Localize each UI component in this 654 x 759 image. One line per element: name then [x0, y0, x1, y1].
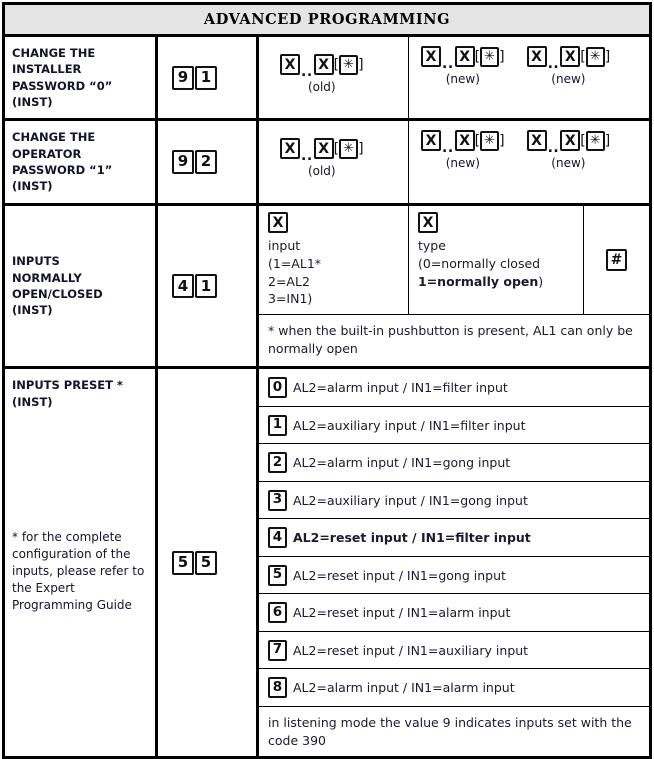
preset-text: AL2=alarm input / IN1=filter input: [293, 380, 508, 396]
ellipsis: ..: [547, 140, 560, 157]
input-param-cell: [259, 206, 409, 315]
param-line: 2=AL2: [268, 273, 310, 289]
list-item[interactable]: [259, 482, 649, 520]
label-line: PASSWORD “0”: [12, 78, 113, 93]
preset-text: AL2=alarm input / IN1=gong input: [293, 455, 511, 471]
advanced-programming-page: [0, 2, 654, 748]
new-caption: (new): [551, 72, 586, 86]
x-key-icon: X: [421, 130, 441, 151]
bracket-open: [: [474, 132, 481, 149]
preset-digit-key: 3: [268, 490, 287, 511]
code-keys: [172, 150, 218, 174]
x-key-icon: X: [268, 212, 288, 233]
label-line: INPUTS: [12, 254, 60, 269]
star-key-icon: ✳: [586, 131, 605, 151]
new-caption: (new): [445, 156, 480, 171]
preset-list: [259, 369, 649, 756]
code-keys: [172, 274, 218, 298]
code-key: 9: [172, 150, 194, 174]
label-line: CHANGE THE: [12, 46, 96, 60]
new-caption: (new): [551, 156, 586, 171]
bracket-close: ]: [604, 48, 611, 65]
preset-label-sub: (INST): [12, 395, 53, 410]
programming-table: [2, 2, 652, 759]
preset-digit-key: 6: [268, 602, 287, 623]
row-content-inputs-no-nc: [259, 206, 649, 367]
ellipsis: ..: [442, 56, 454, 72]
star-key-icon: ✳: [586, 47, 605, 67]
ellipsis: ..: [301, 148, 313, 165]
table-row: [5, 369, 649, 756]
new-caption: (new): [445, 72, 480, 86]
label-line: CHANGE THE: [12, 130, 96, 145]
x-key-icon: X: [560, 130, 580, 151]
label-line: OPEN/CLOSED: [12, 287, 103, 301]
new-password-cell: [409, 121, 649, 202]
preset-digit-key: 8: [268, 677, 287, 698]
confirm-key-cell: [584, 206, 649, 315]
code-key: 2: [195, 150, 217, 174]
old-password-group: [280, 138, 364, 178]
row-label-inputs-no-nc: [5, 206, 158, 367]
star-key-icon: ✳: [339, 139, 358, 159]
row-content-installer-password: [259, 37, 649, 118]
code-key: 1: [195, 274, 217, 298]
table-row: [5, 37, 649, 121]
star-key-icon: ✳: [480, 131, 499, 151]
bracket-close: ]: [358, 140, 364, 157]
x-key-icon: X: [455, 130, 475, 151]
bracket-close: ]: [499, 132, 505, 149]
bracket-close: ]: [358, 56, 364, 73]
x-key-icon: X: [314, 54, 334, 75]
x-key-icon: X: [455, 46, 475, 67]
param-line: 3=IN1): [268, 291, 313, 307]
list-item[interactable]: [259, 519, 649, 557]
preset-digit-key: 1: [268, 415, 287, 436]
label-line: (INST): [12, 179, 53, 194]
code-keys: [172, 66, 218, 90]
old-caption: (old): [307, 164, 336, 179]
preset-text: AL2=auxiliary input / IN1=filter input: [293, 417, 526, 433]
x-key-icon: X: [560, 46, 580, 67]
param-line-bold-wrap: [418, 273, 577, 291]
param-line: (0=normally closed: [418, 255, 541, 271]
new-password-cell: [409, 37, 649, 118]
preset-text: AL2=auxiliary input / IN1=gong input: [293, 492, 528, 508]
bracket-close: ]: [604, 132, 611, 149]
table-row: [5, 206, 649, 370]
row-content-operator-password: [259, 121, 649, 202]
preset-digit-key: 4: [268, 527, 287, 548]
table-row: [5, 121, 649, 205]
list-item[interactable]: [259, 407, 649, 445]
bracket-open: [: [333, 56, 340, 73]
preset-digit-key: 7: [268, 640, 287, 661]
label-line: (INST): [12, 94, 53, 109]
code-key: 4: [172, 274, 194, 298]
param-line-bold: 1=normally open: [418, 273, 539, 289]
label-line: INSTALLER: [12, 62, 82, 77]
row-code-inputs-preset: [158, 369, 259, 756]
preset-text: AL2=reset input / IN1=filter input: [293, 530, 531, 546]
list-item[interactable]: [259, 632, 649, 670]
preset-label-note: * for the complete configuration of the inputs, please refer to the Expert Programming Guide: [12, 529, 145, 613]
preset-digit-key: 2: [268, 452, 287, 473]
list-item[interactable]: [259, 369, 649, 407]
row-code-inputs-no-nc: [158, 206, 259, 367]
new-password-group-1: [421, 46, 505, 86]
preset-digit-key: 0: [268, 377, 287, 398]
x-key-icon: X: [421, 46, 441, 67]
row-label-operator-password: [5, 121, 158, 202]
preset-text: AL2=alarm input / IN1=alarm input: [293, 680, 515, 696]
inputs-footnote: * when the built-in pushbutton is present, AL1 can only be normally open: [268, 323, 633, 357]
code-key: 1: [195, 66, 217, 90]
new-password-group-2: [527, 130, 611, 170]
row-content-inputs-preset: [259, 369, 649, 756]
x-key-icon: X: [418, 212, 438, 233]
preset-text: AL2=reset input / IN1=alarm input: [293, 605, 511, 621]
preset-footer-note: in listening mode the value 9 indicates inputs set with the code 390: [268, 714, 632, 748]
x-key-icon: X: [280, 138, 300, 159]
x-key-icon: X: [527, 46, 547, 67]
list-item[interactable]: [259, 669, 649, 707]
list-item[interactable]: [259, 444, 649, 482]
code-key: 5: [195, 551, 217, 575]
label-line: NORMALLY: [12, 270, 82, 285]
code-keys: [172, 551, 218, 575]
new-password-group-1: [421, 130, 505, 170]
row-code-installer-password: [158, 37, 259, 118]
label-line: (INST): [12, 303, 53, 318]
label-line: OPERATOR: [12, 146, 82, 161]
old-password-cell: [259, 37, 409, 118]
code-key: 9: [172, 66, 194, 90]
row-code-operator-password: [158, 121, 259, 202]
preset-text: AL2=reset input / IN1=gong input: [293, 567, 506, 583]
new-password-group-2: [527, 46, 611, 86]
bracket-open: [: [333, 140, 340, 157]
ellipsis: ..: [547, 56, 560, 72]
x-key-icon: X: [527, 130, 547, 151]
param-line-tail: ): [538, 273, 544, 289]
bracket-close: ]: [499, 48, 505, 65]
param-name: input: [268, 238, 301, 254]
code-key: 5: [172, 551, 194, 575]
bracket-open: [: [474, 48, 481, 65]
star-key-icon: ✳: [339, 55, 358, 75]
hash-key-icon: #: [606, 249, 627, 271]
bracket-open: [: [580, 48, 586, 65]
old-password-cell: [259, 121, 409, 202]
preset-text: AL2=reset input / IN1=auxiliary input: [293, 642, 529, 658]
row-label-inputs-preset: [5, 369, 158, 756]
param-line: (1=AL1*: [268, 255, 322, 271]
ellipsis: ..: [442, 140, 454, 157]
list-item[interactable]: [259, 557, 649, 595]
preset-digit-key: 5: [268, 565, 287, 586]
page-title: ADVANCED PROGRAMMING: [5, 5, 649, 37]
label-line: PASSWORD “1”: [12, 162, 113, 177]
row-label-installer-password: [5, 37, 158, 118]
old-caption: (old): [307, 80, 336, 94]
x-key-icon: X: [314, 138, 334, 159]
preset-label-title: INPUTS PRESET *: [12, 378, 123, 393]
type-param-cell: [409, 206, 584, 315]
old-password-group: [280, 54, 364, 94]
list-item[interactable]: [259, 594, 649, 632]
param-name: type: [418, 238, 446, 254]
ellipsis: ..: [301, 64, 313, 80]
star-key-icon: ✳: [480, 47, 499, 67]
x-key-icon: X: [280, 54, 300, 75]
bracket-open: [: [580, 132, 586, 149]
